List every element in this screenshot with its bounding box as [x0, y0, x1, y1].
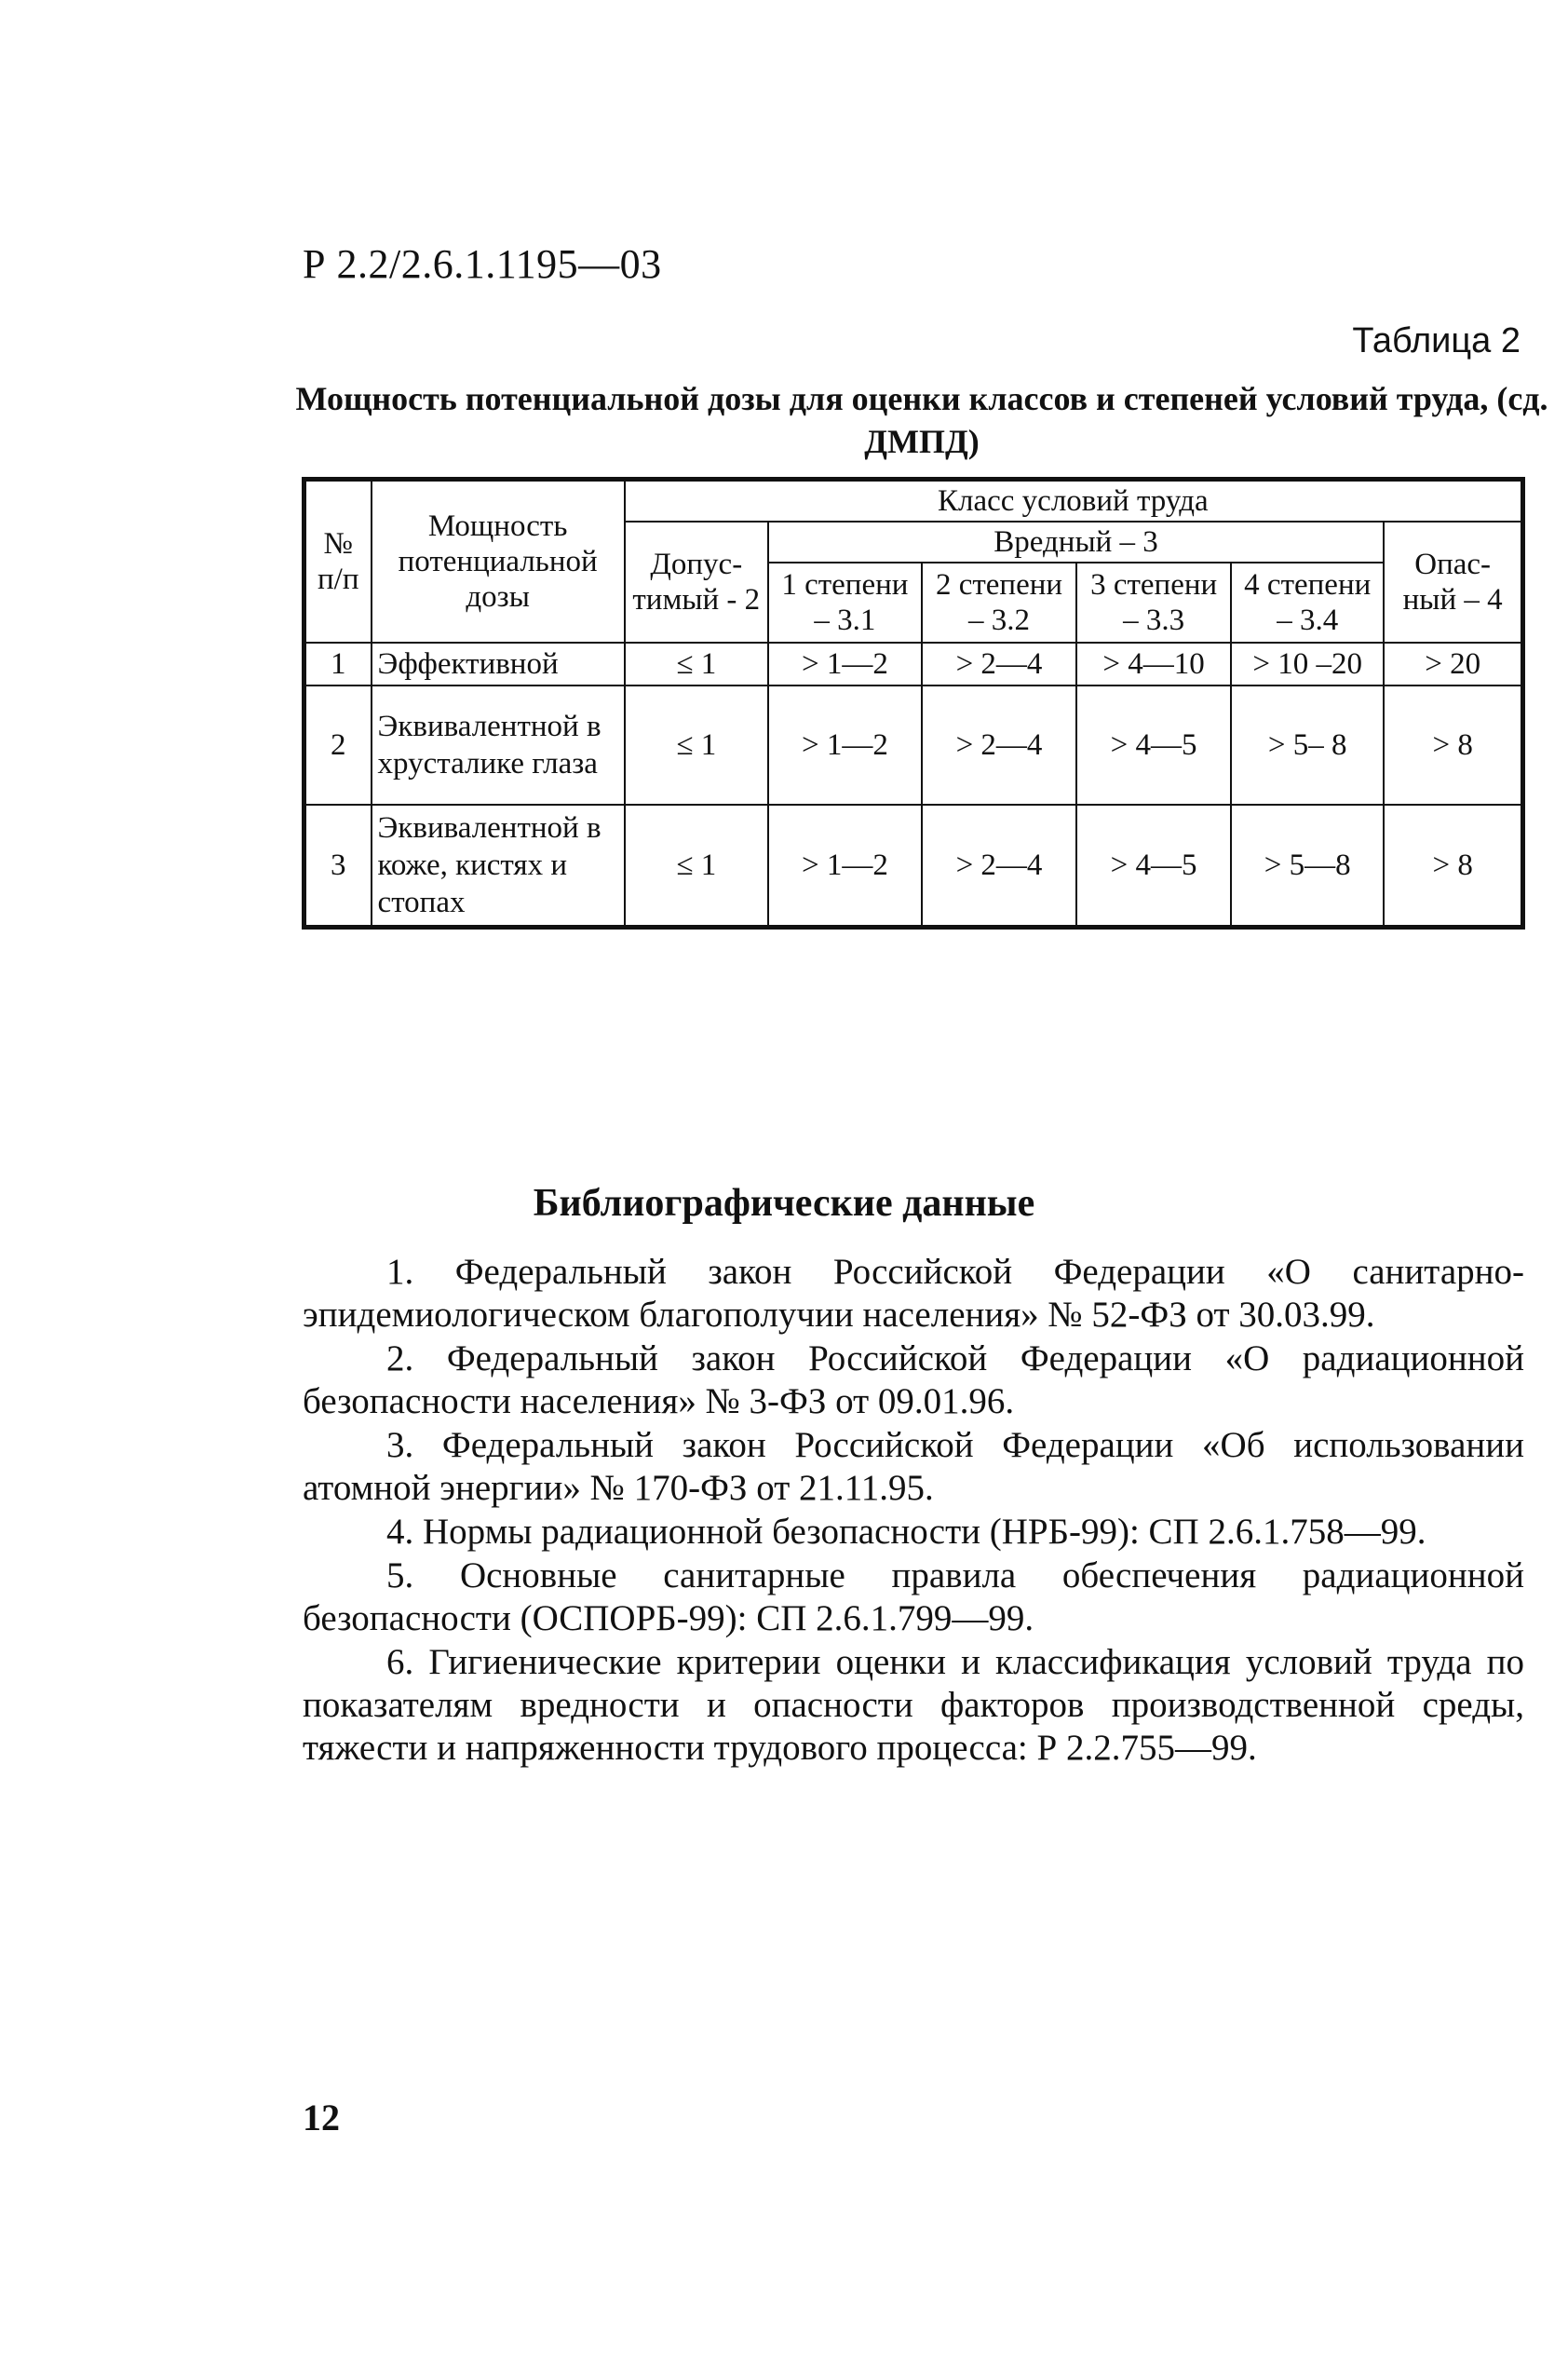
table-cell: > 8	[1384, 686, 1522, 805]
item-text: Основные санитарные правила обеспечения радиационной безопасности (ОСПОРБ-99): СП 2.6.1.799—99.	[303, 1555, 1524, 1638]
header-class-group: Класс условий труда	[625, 480, 1523, 523]
table-cell: > 1—2	[768, 805, 922, 928]
row-num: 1	[304, 643, 372, 686]
item-number: 5.	[386, 1555, 414, 1595]
row-dose-name: Эквивалентной в хрусталике глаза	[372, 686, 625, 805]
bibliography-list	[303, 1251, 1524, 1771]
table-cell: > 8	[1384, 805, 1522, 928]
table-row	[304, 643, 1523, 686]
header-degree-1: 1 степени – 3.1	[768, 563, 922, 643]
dose-rate-table	[302, 477, 1525, 930]
bibliography-title: Библиографические данные	[533, 1182, 1035, 1225]
bibliography-item	[303, 1554, 1524, 1640]
item-number: 6.	[386, 1642, 414, 1682]
header-degree-3: 3 степени – 3.3	[1076, 563, 1231, 643]
table-label: Таблица 2	[1352, 321, 1521, 360]
row-dose-name: Эффективной	[372, 643, 625, 686]
table-cell: > 2—4	[922, 686, 1076, 805]
header-degree-4: 4 степени – 3.4	[1231, 563, 1384, 643]
table-cell: > 2—4	[922, 643, 1076, 686]
header-dangerous: Опас-ный – 4	[1384, 522, 1522, 643]
item-number: 3.	[386, 1425, 414, 1465]
page-number: 12	[303, 2097, 340, 2138]
header-dose: Мощность потенциальной дозы	[372, 480, 625, 644]
row-dose-name: Эквивалентной в коже, кистях и стопах	[372, 805, 625, 928]
table-cell: > 4—5	[1076, 805, 1231, 928]
bibliography-item	[303, 1424, 1524, 1510]
table-row	[304, 686, 1523, 805]
table-cell: > 20	[1384, 643, 1522, 686]
header-num: № п/п	[304, 480, 372, 644]
item-text: Федеральный закон Российской Федерации «О радиационной безопасности населения» № 3-ФЗ от 09.01.96.	[303, 1338, 1524, 1421]
table-cell: > 4—5	[1076, 686, 1231, 805]
table-cell: > 5– 8	[1231, 686, 1384, 805]
table-cell: ≤ 1	[625, 805, 768, 928]
item-text: Нормы радиационной безопасности (НРБ-99): СП 2.6.1.758—99.	[423, 1512, 1426, 1552]
bibliography-item	[303, 1511, 1524, 1554]
row-num: 3	[304, 805, 372, 928]
table-header-row	[304, 480, 1523, 523]
item-number: 4.	[386, 1512, 414, 1552]
table-cell: > 4—10	[1076, 643, 1231, 686]
bibliography-item	[303, 1641, 1524, 1770]
item-number: 2.	[386, 1338, 414, 1378]
bibliography-item	[303, 1337, 1524, 1423]
header-permissible: Допус-тимый - 2	[625, 522, 768, 643]
table-cell: > 1—2	[768, 643, 922, 686]
item-text: Федеральный закон Российской Федерации «О санитарно-эпидемиологическом благополучии населения» № 52-ФЗ от 30.03.99.	[303, 1252, 1524, 1335]
table-cell: > 1—2	[768, 686, 922, 805]
table-title: Мощность потенциальной дозы для оценки классов и степеней условий труда, (сд. ДМПД)	[295, 380, 1548, 460]
table-cell: ≤ 1	[625, 686, 768, 805]
table-cell: > 2—4	[922, 805, 1076, 928]
item-text: Федеральный закон Российской Федерации «Об использовании атомной энергии» № 170-ФЗ от 21.11.95.	[303, 1425, 1525, 1508]
item-number: 1.	[386, 1252, 414, 1292]
table-row	[304, 805, 1523, 928]
table-cell: > 10 –20	[1231, 643, 1384, 686]
document-code: Р 2.2/2.6.1.1195—03	[303, 241, 662, 287]
row-num: 2	[304, 686, 372, 805]
item-text: Гигиенические критерии оценки и классификация условий труда по показателям вредности и опасности факторов производственной среды, тяжести и напряженности трудового процесса: Р 2.2.755—99.	[303, 1642, 1525, 1768]
header-harmful-group: Вредный – 3	[768, 522, 1384, 563]
table-cell: > 5—8	[1231, 805, 1384, 928]
header-degree-2: 2 степени – 3.2	[922, 563, 1076, 643]
bibliography-item	[303, 1251, 1524, 1337]
table-cell: ≤ 1	[625, 643, 768, 686]
